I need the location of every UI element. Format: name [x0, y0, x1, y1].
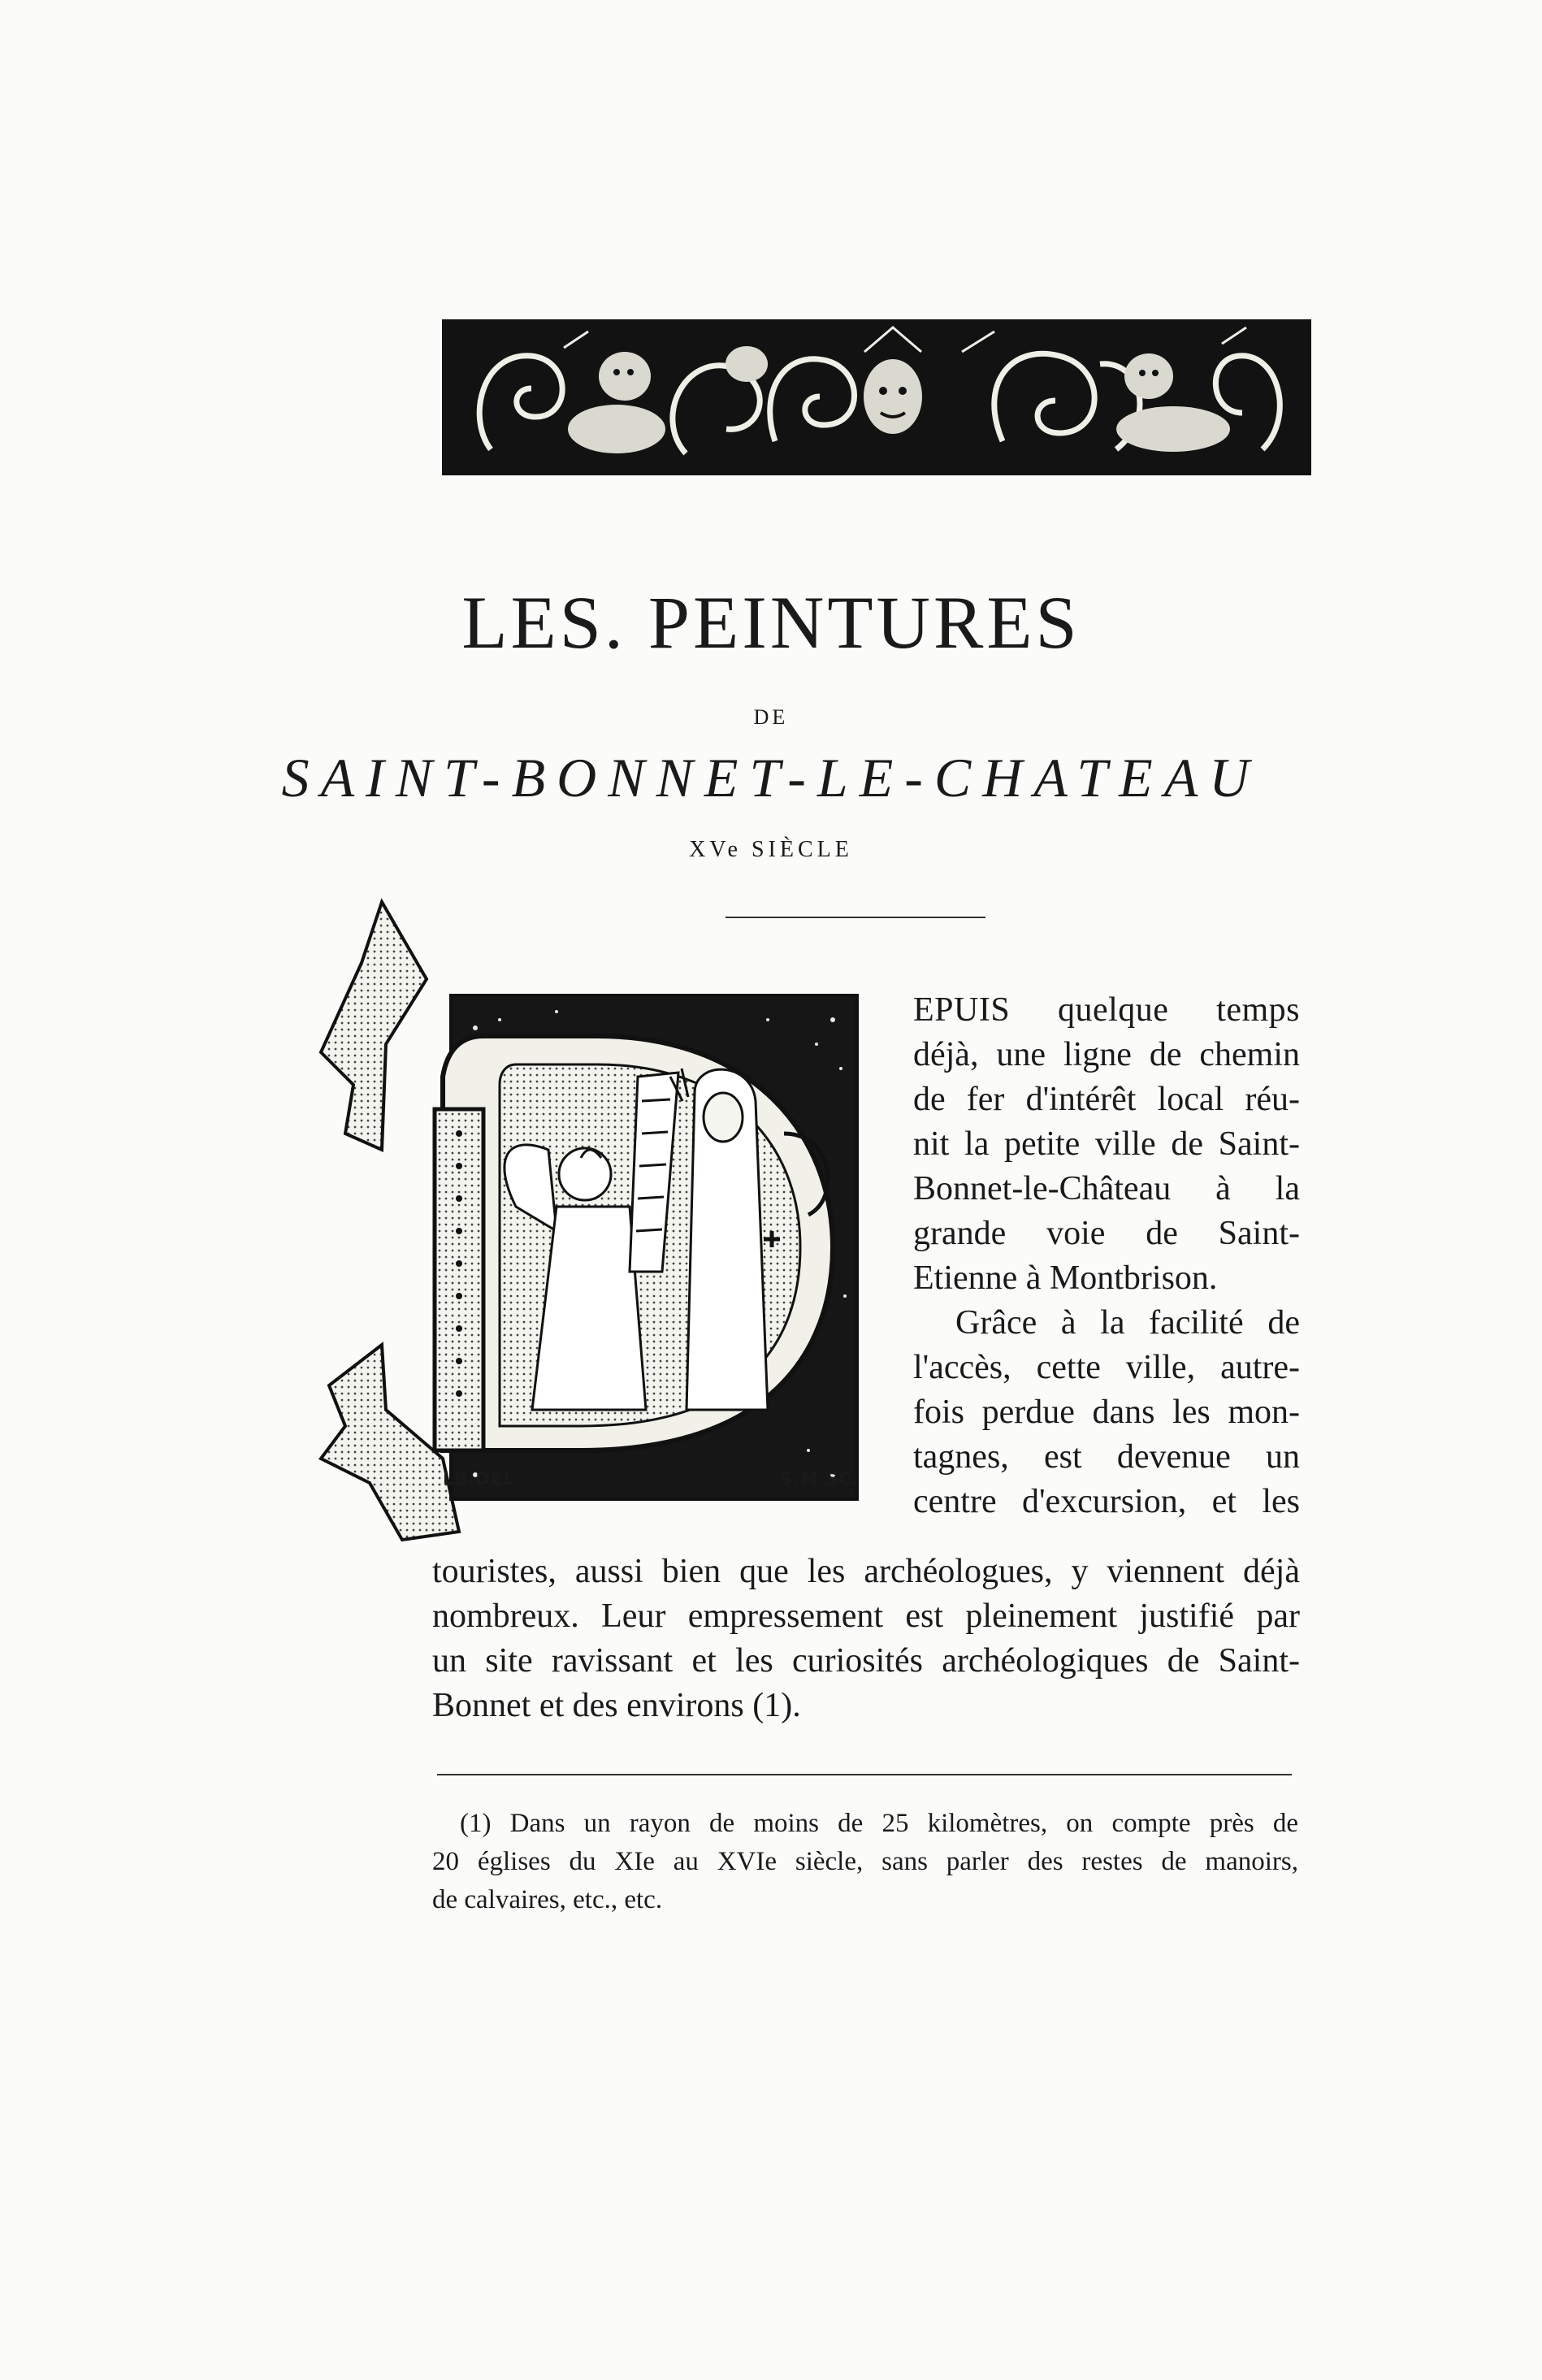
- body-line: Grâce à la facilité de: [955, 1304, 1300, 1342]
- footnote-line: 20 églises du XIe au XVIe siècle, sans parler des restes de manoirs,: [432, 1847, 1298, 1876]
- body-line: nombreux. Leur empressement est pleinement justifié par: [432, 1598, 1300, 1635]
- body-line: l'accès, cette ville, autre-: [913, 1349, 1300, 1386]
- body-line: Etienne à Montbrison.: [913, 1259, 1218, 1297]
- title-century: XVe SIÈCLE: [689, 837, 853, 862]
- body-line: un site ravissant et les curiosités archéologiques de Saint-: [432, 1642, 1300, 1680]
- footnote-line: de calvaires, etc., etc.: [432, 1885, 663, 1914]
- body-line: fois perdue dans les mon-: [913, 1394, 1300, 1431]
- body-line: déjà, une ligne de chemin: [913, 1036, 1300, 1073]
- illustration-credit-draughtsman: LB.DEL.: [443, 1469, 522, 1489]
- body-line: de fer d'intérêt local réu-: [913, 1081, 1300, 1118]
- body-line: Bonnet-le-Château à la: [913, 1170, 1300, 1207]
- footnote-line: (1) Dans un rayon de moins de 25 kilomètres, on compte près de: [460, 1809, 1298, 1838]
- body-line: tagnes, est devenue un: [913, 1438, 1300, 1476]
- body-line: touristes, aussi bien que les archéologues, y viennent déjà: [432, 1553, 1300, 1590]
- body-line: grande voie de Saint-: [913, 1215, 1300, 1252]
- footnote-rule: [437, 1774, 1292, 1775]
- page-title: LES. PEINTURES: [461, 581, 1081, 664]
- body-line: EPUIS quelque temps: [913, 991, 1300, 1029]
- title-connector: DE: [753, 705, 789, 729]
- body-line: Bonnet et des environs (1).: [432, 1687, 801, 1724]
- title-place: SAINT-BONNET-LE-CHATEAU: [281, 747, 1261, 809]
- body-line: centre d'excursion, et les: [913, 1483, 1300, 1520]
- ornamental-headband: [442, 319, 1311, 475]
- illustration-credit-engraver: S.M.SC.: [780, 1469, 860, 1489]
- decorated-initial-d: [313, 890, 881, 1556]
- body-line: nit la petite ville de Saint-: [913, 1125, 1300, 1163]
